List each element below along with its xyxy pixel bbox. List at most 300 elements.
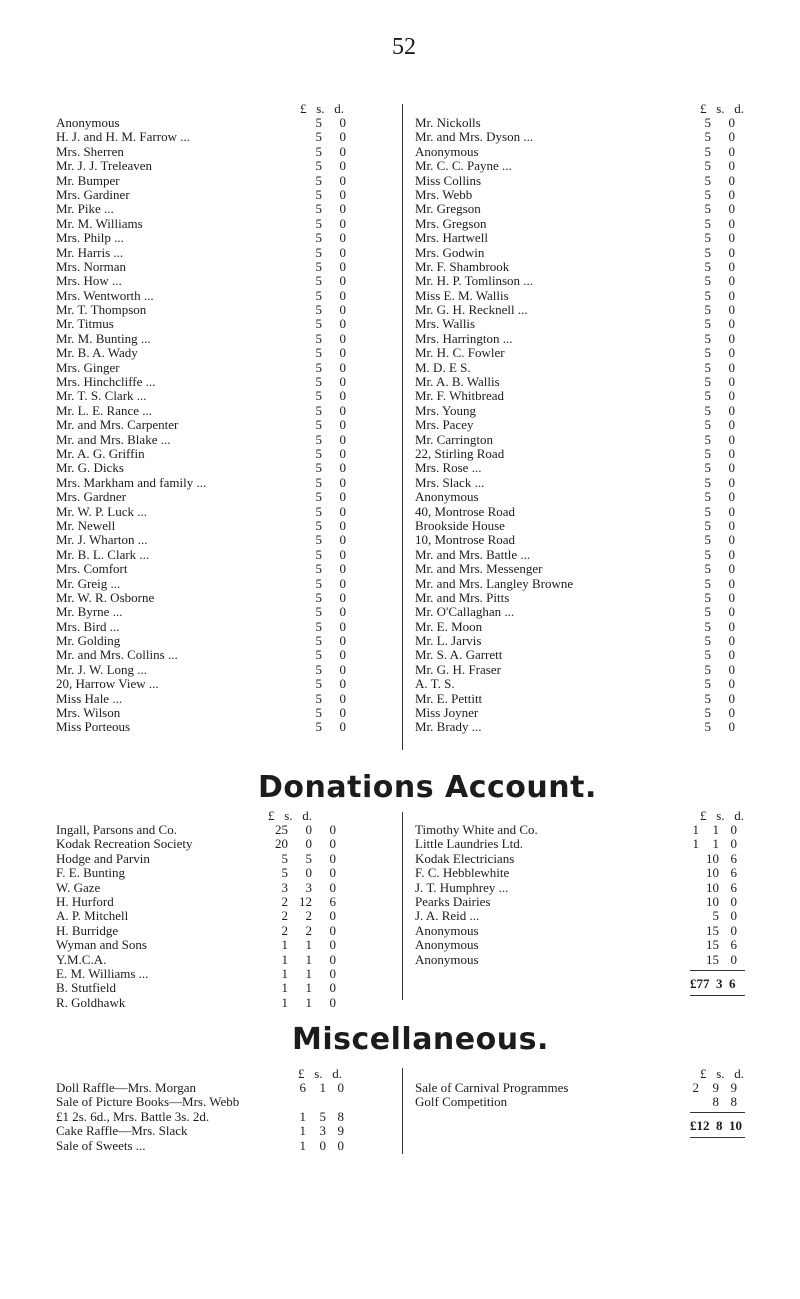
ledger-row	[415, 895, 745, 909]
pence-value: 6	[730, 937, 737, 953]
pence-value: 0	[329, 980, 336, 996]
ledger-row	[56, 663, 396, 677]
ledger-row	[415, 648, 745, 662]
pence-value: 0	[728, 575, 735, 591]
misc-divider	[402, 1068, 403, 1154]
shillings-value: 5	[315, 604, 322, 620]
shillings-value: 1	[305, 980, 312, 996]
pence-value: 0	[728, 460, 735, 476]
ledger-row	[56, 692, 396, 706]
shillings-value: 5	[315, 129, 322, 145]
entry-name: Golf Competition	[415, 1094, 508, 1110]
ledger-row	[56, 188, 396, 202]
ledger-row	[415, 866, 745, 880]
entry-name: Mrs. Gregson	[415, 215, 487, 231]
entry-name: Mrs. Gardiner	[56, 186, 130, 202]
ledger-row	[415, 837, 745, 851]
ledger-row	[56, 361, 396, 375]
ledger-row	[56, 706, 396, 720]
ledger-row	[56, 332, 396, 346]
ledger-row	[56, 418, 396, 432]
shillings-value: 5	[704, 604, 711, 620]
misc-total-rule-top	[690, 1112, 745, 1113]
pence-value: 0	[728, 661, 735, 677]
ledger-row	[415, 346, 745, 360]
pounds-value: 2	[281, 922, 288, 938]
ledger-row	[415, 577, 745, 591]
shillings-value: 5	[704, 705, 711, 721]
pence-value: 0	[728, 359, 735, 375]
ledger-row	[56, 476, 396, 490]
ledger-row	[415, 562, 745, 576]
entry-name: Mr. and Mrs. Blake ...	[56, 431, 171, 447]
shillings-value: 1	[319, 1080, 326, 1095]
ledger-row	[415, 677, 745, 691]
ledger-row	[56, 317, 396, 331]
ledger-row	[56, 1139, 396, 1153]
donations-total: £77 3 6	[690, 976, 736, 991]
shillings-value: 5	[315, 460, 322, 476]
pence-value: 0	[339, 316, 346, 332]
ledger-row	[56, 447, 396, 461]
ledger-row	[415, 924, 745, 938]
shillings-value: 5	[315, 186, 322, 202]
pence-value: 0	[730, 822, 737, 837]
entry-name: Mr. Nickolls	[415, 115, 481, 130]
pence-value: 0	[339, 258, 346, 274]
shillings-value: 5	[315, 330, 322, 346]
shillings-value: 5	[704, 201, 711, 217]
donations-right-list	[415, 823, 745, 967]
pence-value: 0	[339, 445, 346, 461]
entry-name: Cake Raffle—Mrs. Slack	[56, 1123, 188, 1139]
entry-name: Mr. A. B. Wallis	[415, 374, 500, 390]
entry-name: Mrs. Godwin	[415, 244, 485, 260]
entry-name: Mrs. Young	[415, 402, 477, 418]
pounds-value: 1	[281, 951, 288, 967]
pence-value: 9	[337, 1123, 344, 1139]
entry-name: Hodge and Parvin	[56, 850, 150, 866]
shillings-value: 5	[704, 445, 711, 461]
pounds-value: 1	[281, 994, 288, 1010]
pence-value: 0	[730, 908, 737, 924]
misc-currency-header-right: £ s. d.	[700, 1066, 745, 1081]
misc-total-rule-bottom	[690, 1137, 745, 1138]
entry-name: Wyman and Sons	[56, 937, 147, 953]
entry-name: Mr. Brady ...	[415, 719, 482, 735]
shillings-value: 5	[315, 345, 322, 361]
ledger-row	[415, 909, 745, 923]
entry-name: Mr. C. C. Payne ...	[415, 158, 512, 174]
pence-value: 0	[728, 676, 735, 692]
entry-name: Mrs. Markham and family ...	[56, 474, 207, 490]
entry-name: Mr. M. Bunting ...	[56, 330, 151, 346]
entry-name: Mr. Gregson	[415, 201, 481, 217]
entry-name: Mrs. Comfort	[56, 561, 128, 577]
entry-name: Mr. Titmus	[56, 316, 114, 332]
shillings-value: 5	[315, 302, 322, 318]
entry-name: F. C. Hebblewhite	[415, 865, 510, 881]
entry-name: Mr. and Mrs. Collins ...	[56, 647, 178, 663]
pence-value: 0	[728, 388, 735, 404]
pence-value: 0	[339, 460, 346, 476]
ledger-row	[56, 533, 396, 547]
entry-name: Mr. J. Wharton ...	[56, 532, 148, 548]
shillings-value: 2	[305, 922, 312, 938]
pence-value: 0	[339, 129, 346, 145]
entry-name: A. P. Mitchell	[56, 908, 129, 924]
pence-value: 0	[728, 158, 735, 174]
ledger-row	[415, 720, 745, 734]
pence-value: 0	[339, 517, 346, 533]
pence-value: 0	[329, 822, 336, 837]
entry-name: 20, Harrow View ...	[56, 676, 159, 692]
pence-value: 0	[728, 129, 735, 145]
pence-value: 9	[730, 1080, 737, 1095]
pence-value: 0	[339, 186, 346, 202]
shillings-value: 5	[704, 431, 711, 447]
ledger-row	[56, 346, 396, 360]
ledger-row	[415, 418, 745, 432]
shillings-value: 10	[706, 865, 719, 881]
ledger-row	[415, 317, 745, 331]
pence-value: 0	[728, 316, 735, 332]
shillings-value: 5	[315, 359, 322, 375]
shillings-value: 0	[305, 865, 312, 881]
ledger-row	[415, 231, 745, 245]
entry-name: Mr. Carrington	[415, 431, 493, 447]
ledger-row	[415, 303, 745, 317]
entry-name: Mrs. Philp ...	[56, 230, 124, 246]
pence-value: 0	[728, 186, 735, 202]
entry-name: Mr. S. A. Garrett	[415, 647, 503, 663]
pence-value: 0	[728, 561, 735, 577]
pence-value: 0	[728, 345, 735, 361]
shillings-value: 5	[305, 850, 312, 866]
shillings-value: 5	[315, 143, 322, 159]
pence-value: 0	[730, 922, 737, 938]
shillings-value: 15	[706, 922, 719, 938]
entry-name: Mrs. Ginger	[56, 359, 120, 375]
entry-name: Mrs. Hartwell	[415, 230, 488, 246]
column-divider	[402, 104, 403, 750]
pence-value: 0	[329, 879, 336, 895]
entry-name: Mr. Pike ...	[56, 201, 114, 217]
entry-name: Mrs. Wentworth ...	[56, 287, 154, 303]
shillings-value: 0	[305, 836, 312, 852]
ledger-row	[56, 837, 396, 851]
entry-name: Mr. Greig ...	[56, 575, 121, 591]
misc-total: £12 8 10	[690, 1118, 742, 1133]
shillings-value: 5	[315, 489, 322, 505]
pence-value: 0	[339, 589, 346, 605]
entry-name: Mr. Bumper	[56, 172, 120, 188]
entry-name: Mrs. Slack ...	[415, 474, 485, 490]
ledger-row	[56, 1081, 396, 1095]
ledger-row	[415, 289, 745, 303]
shillings-value: 5	[315, 676, 322, 692]
shillings-value: 5	[315, 244, 322, 260]
ledger-row	[56, 1110, 396, 1124]
ledger-row	[56, 909, 396, 923]
shillings-value: 5	[704, 661, 711, 677]
shillings-value: 5	[704, 575, 711, 591]
pence-value: 0	[728, 604, 735, 620]
pence-value: 0	[339, 330, 346, 346]
entry-name: Mr. E. Moon	[415, 618, 483, 634]
ledger-row	[56, 720, 396, 734]
pence-value: 6	[730, 879, 737, 895]
ledger-row	[56, 130, 396, 144]
ledger-row	[415, 823, 745, 837]
entry-name: E. M. Williams ...	[56, 965, 149, 981]
ledger-row	[56, 519, 396, 533]
shillings-value: 5	[315, 273, 322, 289]
donations-heading: Donations Account.	[258, 770, 597, 805]
ledger-row	[56, 967, 396, 981]
entry-name: Mr. F. Whitbread	[415, 388, 504, 404]
entry-name: Mrs. Bird ...	[56, 618, 120, 634]
shillings-value: 5	[704, 186, 711, 202]
pence-value: 0	[337, 1080, 344, 1095]
pence-value: 0	[728, 115, 735, 130]
shillings-value: 5	[315, 316, 322, 332]
shillings-value: 5	[704, 647, 711, 663]
pence-value: 0	[728, 244, 735, 260]
ledger-row	[415, 404, 745, 418]
entry-name: B. Stutfield	[56, 980, 116, 996]
shillings-value: 5	[704, 503, 711, 519]
shillings-value: 10	[706, 893, 719, 909]
ledger-row	[56, 938, 396, 952]
pence-value: 0	[728, 705, 735, 721]
shillings-value: 5	[704, 676, 711, 692]
shillings-value: 10	[706, 879, 719, 895]
entry-name: Brookside House	[415, 517, 505, 533]
shillings-value: 5	[315, 705, 322, 721]
shillings-value: 5	[315, 589, 322, 605]
shillings-value: 5	[704, 618, 711, 634]
misc-currency-header-left: £ s. d.	[298, 1066, 343, 1081]
entry-name: Kodak Recreation Society	[56, 836, 193, 852]
pence-value: 0	[339, 661, 346, 677]
pence-value: 0	[339, 374, 346, 390]
pounds-value: 5	[281, 850, 288, 866]
ledger-row	[56, 648, 396, 662]
ledger-row	[415, 375, 745, 389]
entry-name: Miss Collins	[415, 172, 482, 188]
ledger-row	[415, 130, 745, 144]
entry-name: Mr. Golding	[56, 633, 121, 649]
entry-name: Mr. and Mrs. Carpenter	[56, 417, 179, 433]
entry-name: Ingall, Parsons and Co.	[56, 822, 177, 837]
entry-name: Anonymous	[56, 115, 120, 130]
pounds-value: 1	[692, 836, 699, 852]
shillings-value: 15	[706, 937, 719, 953]
shillings-value: 5	[315, 172, 322, 188]
pence-value: 0	[728, 647, 735, 663]
entry-name: Miss Joyner	[415, 705, 479, 721]
entry-name: Mr. T. S. Clark ...	[56, 388, 147, 404]
pence-value: 0	[728, 618, 735, 634]
ledger-row	[56, 823, 396, 837]
entry-name: Mrs. Norman	[56, 258, 127, 274]
entry-name: Y.M.C.A.	[56, 951, 107, 967]
shillings-value: 5	[315, 546, 322, 562]
ledger-row	[415, 706, 745, 720]
entry-name: Mr. B. A. Wady	[56, 345, 138, 361]
shillings-value: 5	[704, 302, 711, 318]
entry-name: Anonymous	[415, 143, 479, 159]
shillings-value: 15	[706, 951, 719, 967]
ledger-row	[415, 447, 745, 461]
pounds-value: 5	[281, 865, 288, 881]
entry-name: Sale of Sweets ...	[56, 1137, 146, 1153]
pounds-value: 1	[299, 1123, 306, 1139]
pence-value: 0	[339, 345, 346, 361]
entry-name: H. Burridge	[56, 922, 119, 938]
ledger-row	[56, 289, 396, 303]
shillings-value: 5	[315, 517, 322, 533]
pence-value: 0	[339, 690, 346, 706]
ledger-row	[415, 202, 745, 216]
entry-name: W. Gaze	[56, 879, 101, 895]
entry-name: 40, Montrose Road	[415, 503, 516, 519]
ledger-row	[415, 274, 745, 288]
shillings-value: 5	[704, 474, 711, 490]
donations-total-rule-bottom	[690, 995, 745, 996]
pence-value: 0	[339, 201, 346, 217]
pence-value: 6	[730, 865, 737, 881]
ledger-row	[415, 461, 745, 475]
ledger-row	[56, 260, 396, 274]
shillings-value: 5	[319, 1108, 326, 1124]
pounds-value: 20	[275, 836, 288, 852]
entry-name: 22, Stirling Road	[415, 445, 505, 461]
ledger-row	[415, 881, 745, 895]
shillings-value: 5	[704, 460, 711, 476]
entry-name: A. T. S.	[415, 676, 455, 692]
entry-name: Kodak Electricians	[415, 850, 515, 866]
ledger-row	[56, 1124, 396, 1138]
pence-value: 0	[339, 115, 346, 130]
entry-name: Mr. W. P. Luck ...	[56, 503, 148, 519]
pence-value: 0	[339, 546, 346, 562]
pence-value: 0	[339, 647, 346, 663]
pounds-value: 1	[281, 980, 288, 996]
ledger-row	[56, 953, 396, 967]
entry-name: Mr. G. Dicks	[56, 460, 124, 476]
shillings-value: 1	[305, 937, 312, 953]
pence-value: 0	[339, 230, 346, 246]
pence-value: 0	[339, 158, 346, 174]
pence-value: 0	[728, 517, 735, 533]
entry-name: J. A. Reid ...	[415, 908, 480, 924]
shillings-value: 5	[315, 474, 322, 490]
pounds-value: 25	[275, 822, 288, 837]
donations-currency-header-right: £ s. d.	[700, 808, 745, 823]
shillings-value: 9	[712, 1080, 719, 1095]
shillings-value: 5	[704, 561, 711, 577]
ledger-row	[56, 881, 396, 895]
entry-name: Mrs. Gardner	[56, 489, 127, 505]
entry-name: Mr. Byrne ...	[56, 604, 123, 620]
entry-name: Mr. and Mrs. Dyson ...	[415, 129, 534, 145]
pence-value: 0	[337, 1137, 344, 1153]
ledger-row	[415, 591, 745, 605]
pence-value: 0	[339, 359, 346, 375]
shillings-value: 5	[704, 589, 711, 605]
shillings-value: 5	[704, 287, 711, 303]
entry-name: Mr. Harris ...	[56, 244, 124, 260]
entry-name: Mrs. Wallis	[415, 316, 476, 332]
entry-name: Mr. H. C. Fowler	[415, 345, 505, 361]
ledger-row	[415, 332, 745, 346]
shillings-value: 5	[704, 517, 711, 533]
ledger-row	[415, 953, 745, 967]
shillings-value: 5	[315, 445, 322, 461]
ledger-row	[415, 188, 745, 202]
shillings-value: 5	[315, 215, 322, 231]
ledger-row	[415, 260, 745, 274]
pence-value: 0	[728, 633, 735, 649]
pence-value: 0	[339, 503, 346, 519]
ledger-row	[56, 605, 396, 619]
ledger-row	[56, 577, 396, 591]
donations-left-list	[56, 823, 396, 1010]
ledger-row	[415, 519, 745, 533]
pence-value: 0	[728, 143, 735, 159]
pence-value: 0	[329, 965, 336, 981]
shillings-value: 5	[704, 417, 711, 433]
entry-name: Mr. L. Jarvis	[415, 633, 482, 649]
pounds-value: 1	[281, 965, 288, 981]
pounds-value: 2	[281, 893, 288, 909]
shillings-value: 1	[305, 951, 312, 967]
entry-name: Mrs. Sherren	[56, 143, 124, 159]
pence-value: 0	[728, 287, 735, 303]
ledger-row	[415, 116, 745, 130]
shillings-value: 5	[315, 575, 322, 591]
shillings-value: 5	[315, 561, 322, 577]
entry-name: Mr. and Mrs. Messenger	[415, 561, 543, 577]
pence-value: 0	[730, 836, 737, 852]
shillings-value: 5	[315, 647, 322, 663]
ledger-row	[415, 490, 745, 504]
pounds-value: 2	[281, 908, 288, 924]
shillings-value: 5	[315, 388, 322, 404]
entry-name: Sale of Carnival Programmes	[415, 1080, 569, 1095]
entry-name: Mr. B. L. Clark ...	[56, 546, 150, 562]
ledger-row	[415, 852, 745, 866]
pounds-value: 1	[299, 1137, 306, 1153]
ledger-row	[56, 562, 396, 576]
shillings-value: 1	[712, 836, 719, 852]
pounds-value: 1	[281, 937, 288, 953]
ledger-row	[56, 246, 396, 260]
entry-name: Mrs. How ...	[56, 273, 122, 289]
pence-value: 0	[329, 908, 336, 924]
pence-value: 0	[728, 215, 735, 231]
entry-name: Mr. G. H. Recknell ...	[415, 302, 528, 318]
shillings-value: 5	[704, 273, 711, 289]
ledger-row	[56, 981, 396, 995]
shillings-value: 5	[704, 330, 711, 346]
shillings-value: 5	[704, 388, 711, 404]
ledger-row	[56, 174, 396, 188]
shillings-value: 5	[704, 129, 711, 145]
shillings-value: 5	[315, 287, 322, 303]
